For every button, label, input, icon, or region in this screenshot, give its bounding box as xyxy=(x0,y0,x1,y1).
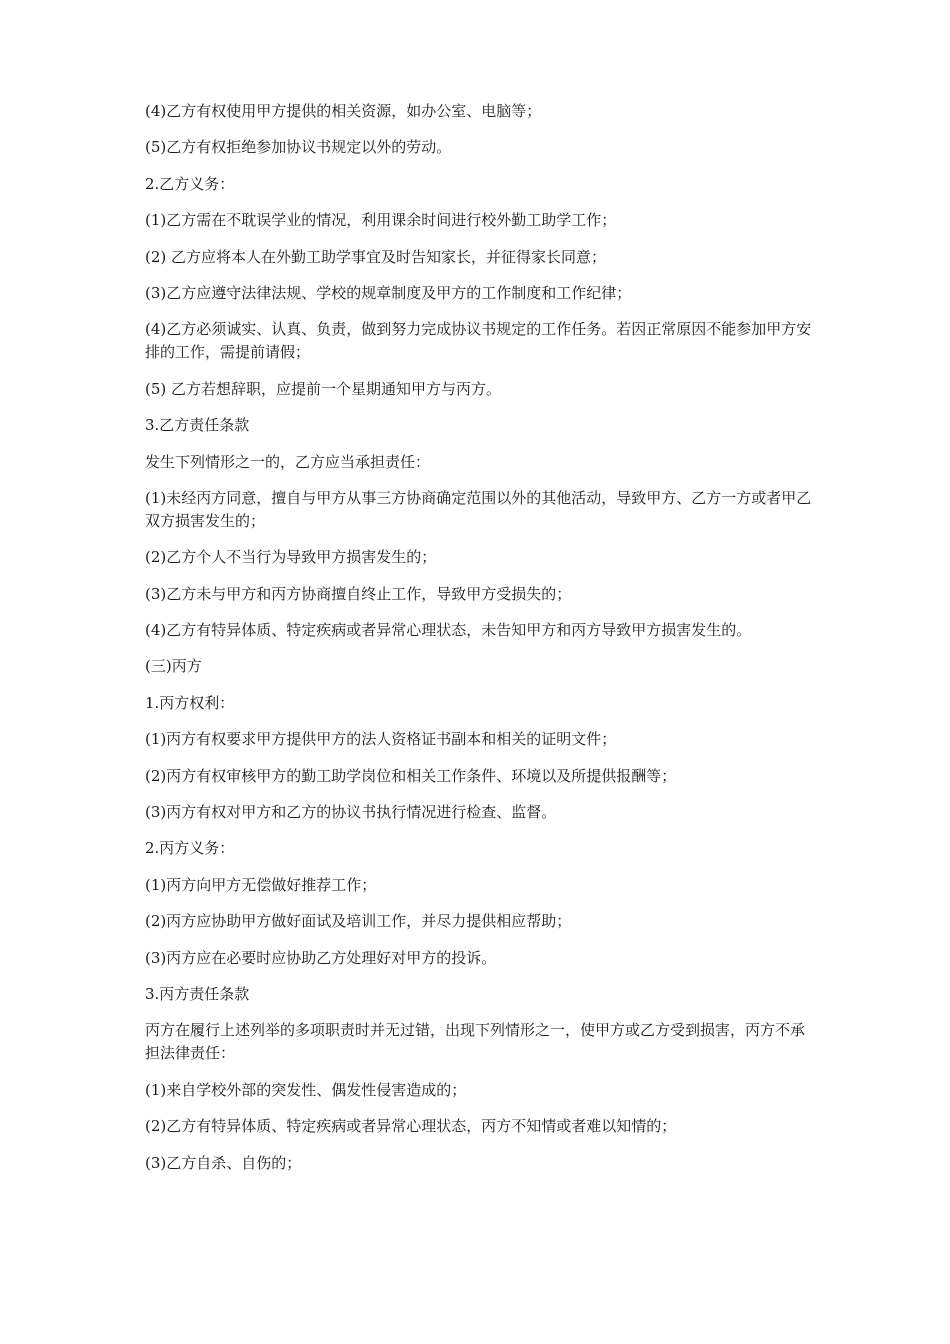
paragraph: (2)丙方有权审核甲方的勤工助学岗位和相关工作条件、环境以及所提供报酬等； xyxy=(145,766,677,785)
paragraph: (5) 乙方若想辞职，应提前一个星期通知甲方与丙方。 xyxy=(145,379,502,398)
paragraph: (1)来自学校外部的突发性、偶发性侵害造成的； xyxy=(145,1080,467,1099)
paragraph: (3)丙方有权对甲方和乙方的协议书执行情况进行检查、监督。 xyxy=(145,803,557,822)
paragraph: (4)乙方必须诚实、认真、负责，做到努力完成协议书规定的工作任务。若因正常原因不能参加甲方安排的工作，需提前请假； xyxy=(145,320,812,362)
paragraph: (3)乙方应遵守法律法规、学校的规章制度及甲方的工作制度和工作纪律； xyxy=(145,283,632,302)
paragraph: (2)乙方个人不当行为导致甲方损害发生的； xyxy=(145,548,437,567)
paragraph: (3)丙方应在必要时应协助乙方处理好对甲方的投诉。 xyxy=(145,948,497,967)
paragraph: (1)乙方需在不耽误学业的情况，利用课余时间进行校外勤工助学工作； xyxy=(145,211,617,230)
paragraph: (三)丙方 xyxy=(145,657,202,676)
paragraph: 3.丙方责任条款 xyxy=(145,984,250,1003)
paragraph: (5)乙方有权拒绝参加协议书规定以外的劳动。 xyxy=(145,138,452,157)
paragraph: 3.乙方责任条款 xyxy=(145,416,250,435)
paragraph: (2)丙方应协助甲方做好面试及培训工作，并尽力提供相应帮助； xyxy=(145,912,572,931)
paragraph: (2)乙方有特异体质、特定疾病或者异常心理状态，丙方不知情或者难以知情的； xyxy=(145,1117,677,1136)
paragraph: 2.丙方义务： xyxy=(145,839,235,858)
paragraph: 2.乙方义务： xyxy=(145,174,235,193)
paragraph: (1)丙方有权要求甲方提供甲方的法人资格证书副本和相关的证明文件； xyxy=(145,730,617,749)
paragraph: (4)乙方有权使用甲方提供的相关资源，如办公室、电脑等； xyxy=(145,102,542,120)
paragraph: 1.丙方权利： xyxy=(145,693,235,712)
paragraph: 丙方在履行上述列举的多项职责时并无过错，出现下列情形之一，使甲方或乙方受到损害，丙方不承担法律责任： xyxy=(145,1021,806,1063)
paragraph: 发生下列情形之一的，乙方应当承担责任： xyxy=(145,452,431,471)
document-body xyxy=(145,100,815,1188)
paragraph: (3)乙方自杀、自伤的； xyxy=(145,1153,302,1172)
paragraph: (1)未经丙方同意，擅自与甲方从事三方协商确定范围以外的其他活动，导致甲方、乙方一方或者甲乙双方损害发生的； xyxy=(145,488,812,530)
paragraph: (3)乙方未与甲方和丙方协商擅自终止工作，导致甲方受损失的； xyxy=(145,584,572,603)
paragraph: (2) 乙方应将本人在外勤工助学事宜及时告知家长，并征得家长同意； xyxy=(145,247,607,266)
paragraph: (1)丙方向甲方无偿做好推荐工作； xyxy=(145,875,377,894)
paragraph: (4)乙方有特异体质、特定疾病或者异常心理状态，未告知甲方和丙方导致甲方损害发生的。 xyxy=(145,621,752,640)
